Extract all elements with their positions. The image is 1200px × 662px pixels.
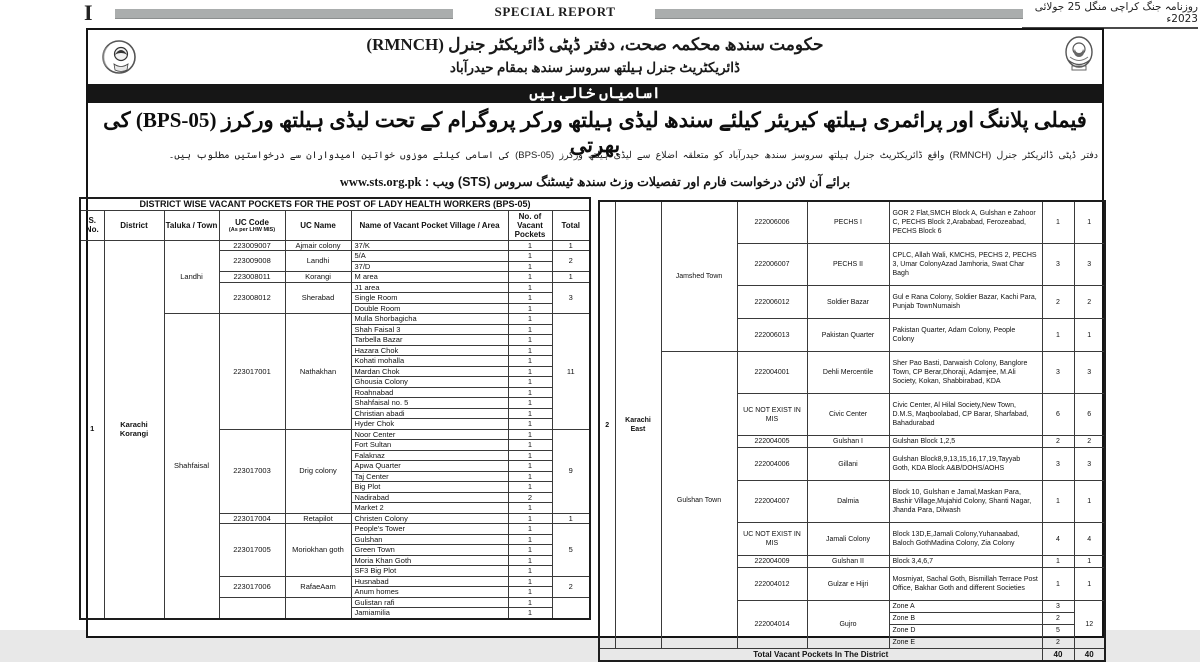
table-cell: Drig colony [285,429,351,513]
table-cell: Fort Sultan [351,440,508,451]
table-cell: People's Tower [351,524,508,535]
table-cell: 223008011 [219,272,285,283]
table-cell: Jamiamilia [351,608,508,619]
table-cell: Gujro [807,601,889,649]
table-cell: Sher Pao Basti, Darwaish Colony, Banglore Town, CP Berar,Dhoraji, Adamjee, M.Ali Society, Kokan, Shabbirabad, KDA [889,352,1042,394]
table-cell: Shah Faisal 3 [351,324,508,335]
recruitment-headline: فیملی پلاننگ اور پرائمری ہیلتھ کیریئر کیلئے سندھ لیڈی ہیلتھ ورکر پروگرام کے تحت لیڈی ہیلتھ ورکرز (BPS-05) کی بھرتی [103,108,1087,157]
table-cell: Ghousia Colony [351,377,508,388]
table-cell: Zone E [889,637,1042,649]
table-cell: Noor Center [351,429,508,440]
table-cell: 222004001 [737,352,807,394]
table-cell: 1 [508,303,552,314]
table-cell: 1 [508,566,552,577]
table-cell: 1 [508,366,552,377]
table-cell: Roahnabad [351,387,508,398]
table-cell: SF3 Big Plot [351,566,508,577]
table-cell: CPLC, Allah Wali, KMCHS, PECHS 2, PECHS 3, Umar ColonyAzad Jamhoria, Swat Char Bagh [889,244,1042,286]
column-header-taluka: Taluka / Town [164,210,219,240]
table-cell: 1 [1042,481,1074,523]
table-cell: 223009007 [219,240,285,251]
column-header-sno: S. No. [80,210,104,240]
vacant-pockets-table-east [598,200,1106,662]
table-cell: Moriokhan goth [285,524,351,577]
table-cell: 1 [1074,556,1105,568]
table-cell: UC NOT EXIST IN MIS [737,523,807,556]
table-cell: Jamshed Town [661,201,737,352]
table-cell: Kohati mohalla [351,356,508,367]
table-cell: 5 [1042,625,1074,637]
table-cell: 223008012 [219,282,285,314]
table-cell: Christian abadi [351,408,508,419]
table-cell: Green Town [351,545,508,556]
table-cell: Gul e Rana Colony, Soldier Bazar, Kachi Para, Punjab TownNumaish [889,286,1042,319]
table-cell: 2 [552,251,590,272]
column-header-district: District [104,210,164,240]
table-cell: 1 [1042,556,1074,568]
org-line2: ڈائریکٹریٹ جنرل ہیلتھ سروسز سندھ بمقام حیدرآباد [449,60,741,75]
table-cell: Korangi [285,272,351,283]
table-cell: Pakistan Quarter, Adam Colony, People Colony [889,319,1042,352]
table-cell: 222004007 [737,481,807,523]
table-cell [552,597,590,619]
table-cell: 1 [1042,319,1074,352]
table-cell: 2 [508,492,552,503]
org-line1: حکومت سندھ محکمہ صحت، دفتر ڈپٹی ڈائریکٹر جنرل (RMNCH) [366,35,824,54]
newspaper-date: روزنامہ جنگ کراچی منگل 25 جولائی 2023ء [1022,1,1198,29]
table-cell: Landhi [285,251,351,272]
lady-health-worker-logo-icon [100,37,138,82]
table-cell: 1 [508,587,552,598]
table-cell: Gulistan rafi [351,597,508,608]
masthead-rule-right [655,9,1023,19]
table-cell: 1 [508,293,552,304]
table-cell: 37/D [351,261,508,272]
table-cell: Retapilot [285,513,351,524]
table-cell: 1 [508,408,552,419]
table-cell: 1 [508,608,552,619]
table-cell: Gulshan II [807,556,889,568]
table-cell: Gillani [807,448,889,481]
table-cell: Christen Colony [351,513,508,524]
table-cell: Gulshan Town [661,352,737,649]
table-cell: 2 [1074,436,1105,448]
table-footer-row [599,649,1105,662]
table-row [80,240,590,251]
table-cell: 1 [552,272,590,283]
table-cell: Ajmair colony [285,240,351,251]
special-report-title: SPECIAL REPORT [494,4,616,19]
table-cell: Big Plot [351,482,508,493]
table-title: DISTRICT WISE VACANT POCKETS FOR THE POST OF LADY HEALTH WORKERS (BPS-05) [80,198,590,210]
table-cell: 223017003 [219,429,285,513]
table-cell: 1 [508,282,552,293]
table-cell: 1 [508,324,552,335]
table-cell: J1 area [351,282,508,293]
column-header-pocket-name: Name of Vacant Pocket Village / Area [351,210,508,240]
table-cell: Gulzar e Hijri [807,568,889,601]
table-cell: 223009008 [219,251,285,272]
table-cell: Shahfaisal [164,314,219,619]
table-cell: Sherabad [285,282,351,314]
table-cell: GOR 2 Flat,SMCH Block A, Gulshan e Zahoor C, PECHS Block 2,Arababad, Ferozeabad, PECHS Block 6 [889,201,1042,244]
table-cell: 9 [552,429,590,513]
table-cell: Nathakhan [285,314,351,430]
table-cell: PECHS II [807,244,889,286]
vacant-pockets-table-korangi [79,197,591,620]
table-cell: 4 [1042,523,1074,556]
table-cell: 222004009 [737,556,807,568]
table-cell: Gulshan I [807,436,889,448]
table-cell: 1 [508,419,552,430]
website-label: برائے آن لائن درخواست فارم اور تفصیلات وزٹ سندھ ٹیسٹنگ سروس (STS) ویب : [425,175,851,189]
table-cell: 3 [1074,448,1105,481]
table-cell: Karachi Korangi [104,240,164,619]
table-cell: 12 [1074,601,1105,649]
table-cell: 1 [552,513,590,524]
table-cell: 222006007 [737,244,807,286]
table-cell: 1 [508,272,552,283]
table-cell: 2 [1042,613,1074,625]
table-row [599,201,1105,244]
table-cell: Zone B [889,613,1042,625]
table-cell: Block 13D,E,Jamali Colony,Yuhanaabad, Baloch GothMadina Colony, Zia Colony [889,523,1042,556]
column-header-uc-code [219,210,285,240]
table-cell: Total Vacant Pockets In The District [599,649,1042,662]
table-cell: 1 [1074,568,1105,601]
vacancy-table-right-panel [598,200,1104,659]
table-cell: 222006012 [737,286,807,319]
table-cell: 1 [80,240,104,619]
sindh-government-crest-icon [1062,32,1096,83]
table-cell: 2 [1042,637,1074,649]
table-cell: 222004006 [737,448,807,481]
table-cell: Mosmiyat, Sachal Goth, Bismillah Terrace Post Office, Bakhar Goth and different Societies [889,568,1042,601]
website-line [88,174,1102,190]
table-cell: 3 [1042,352,1074,394]
table-cell: 1 [508,377,552,388]
table-cell: 5/A [351,251,508,262]
table-cell: Gulshan Block 1,2,5 [889,436,1042,448]
table-cell: 11 [552,314,590,430]
table-cell: 1 [508,576,552,587]
table-cell: 1 [508,240,552,251]
table-cell: 6 [1074,394,1105,436]
table-cell: Tarbella Bazar [351,335,508,346]
table-cell: 1 [1074,481,1105,523]
table-cell: 1 [508,482,552,493]
table-cell: Mardan Chok [351,366,508,377]
table-cell: 3 [1074,244,1105,286]
table-cell: 1 [508,461,552,472]
table-cell: Zone D [889,625,1042,637]
table-cell: 222004014 [737,601,807,649]
table-cell: 1 [508,314,552,325]
table-cell: 222006013 [737,319,807,352]
table-cell: 3 [1042,601,1074,613]
table-cell: 223017006 [219,576,285,597]
table-cell: 1 [1042,201,1074,244]
table-cell: Husnabad [351,576,508,587]
table-cell: 1 [508,524,552,535]
table-cell: Double Room [351,303,508,314]
table-cell: 1 [508,534,552,545]
table-cell: Zone A [889,601,1042,613]
table-cell: PECHS I [807,201,889,244]
table-cell: 2 [599,201,615,649]
table-row [599,352,1105,394]
table-cell: Block 10, Gulshan e Jamal,Maskan Para, Bashir Village,Mujahid Colony, Shanti Nagar, Jhanda Para, Dilwash [889,481,1042,523]
table-cell: 3 [552,282,590,314]
table-cell: Nadirabad [351,492,508,503]
column-header-uc-name: UC Name [285,210,351,240]
table-cell: 1 [508,345,552,356]
table-cell: 2 [1074,286,1105,319]
org-header [148,32,1042,79]
table-cell: 1 [508,440,552,451]
table-cell: 222004005 [737,436,807,448]
table-cell: 40 [1042,649,1074,662]
table-cell: 40 [1074,649,1105,662]
table-cell: Shahfaisal no. 5 [351,398,508,409]
table-cell: Gulshan Block8,9,13,15,16,17,19,Tayyab Goth, KDA Block A&B/DOHS/AOHS [889,448,1042,481]
table-cell: 1 [1074,201,1105,244]
table-cell: Gulshan [351,534,508,545]
table-cell: 223017001 [219,314,285,430]
table-cell: 1 [508,513,552,524]
table-cell: 1 [508,335,552,346]
website-url-link[interactable]: www.sts.org.pk [339,175,422,189]
table-cell: Civic Center [807,394,889,436]
table-cell: 222004012 [737,568,807,601]
table-cell: 37/K [351,240,508,251]
uc-code-note: (As per LHW MIS) [228,226,276,233]
table-cell [219,597,285,619]
masthead-rule-left [115,9,453,19]
table-cell: RafaeAam [285,576,351,597]
table-cell: 1 [508,555,552,566]
table-cell [285,597,351,619]
table-cell: 222006006 [737,201,807,244]
table-cell: Dalmia [807,481,889,523]
table-cell: Mulla Shorbagicha [351,314,508,325]
table-cell: 1 [508,387,552,398]
table-cell: 2 [1042,436,1074,448]
table-cell: Civic Center, Al Hilal Society,New Town, D.M.S, Maqboolabad, CP Barar, Sharfabad, Bahadurabad [889,394,1042,436]
vacancy-banner: اسامیاں خالی ہیں [88,84,1102,103]
table-cell: 3 [1074,352,1105,394]
table-cell: 1 [1074,319,1105,352]
table-cell: Landhi [164,240,219,314]
table-cell: Hazara Chok [351,345,508,356]
vacancy-table-left-panel [79,197,589,630]
table-cell: Apwa Quarter [351,461,508,472]
table-cell: 3 [1042,244,1074,286]
table-cell: Dehli Mercentile [807,352,889,394]
table-cell: 6 [1042,394,1074,436]
table-cell: 223017005 [219,524,285,577]
table-cell: 1 [1042,568,1074,601]
table-cell: 1 [508,398,552,409]
table-cell: Market 2 [351,503,508,514]
edition-mark: I [84,0,93,25]
uc-code-label: UC Code [235,217,269,227]
table-cell: Single Room [351,293,508,304]
table-cell: Moria Khan Goth [351,555,508,566]
table-cell: 2 [1042,286,1074,319]
table-cell: Jamali Colony [807,523,889,556]
table-cell: Block 3,4,6,7 [889,556,1042,568]
table-cell: Hyder Chok [351,419,508,430]
table-cell: M area [351,272,508,283]
table-cell: UC NOT EXIST IN MIS [737,394,807,436]
table-cell: 2 [552,576,590,597]
table-cell: Karachi East [615,201,661,649]
table-cell: Falaknaz [351,450,508,461]
column-header-total: Total [552,210,590,240]
table-cell: 1 [508,597,552,608]
table-cell: 1 [508,261,552,272]
table-cell: 1 [508,503,552,514]
table-cell: 223017004 [219,513,285,524]
table-cell: Anum homes [351,587,508,598]
table-cell: Soldier Bazar [807,286,889,319]
table-cell: 1 [508,545,552,556]
table-cell: 1 [552,240,590,251]
table-cell: 4 [1074,523,1105,556]
column-header-no-of-pockets: No. of Vacant Pockets [508,210,552,240]
table-cell: Taj Center [351,471,508,482]
table-cell: 1 [508,356,552,367]
table-cell: 1 [508,471,552,482]
table-cell: 1 [508,450,552,461]
recruitment-description: دفتر ڈپٹی ڈائریکٹر جنرل (RMNCH) واقع ڈائریکٹریٹ جنرل ہیلتھ سروسز سندھ حیدرآباد کو متعلقہ اضلاع سے لیڈی ہیلتھ ورکرز (BPS-05) کی اسامی کیلئے موزوں خواتین امیدواران سے درخواستیں مطلوب ہیں۔ [168,150,1098,161]
table-cell: 1 [508,251,552,262]
table-cell: 5 [552,524,590,577]
table-cell: 1 [508,429,552,440]
table-cell: Pakistan Quarter [807,319,889,352]
table-cell: 3 [1042,448,1074,481]
